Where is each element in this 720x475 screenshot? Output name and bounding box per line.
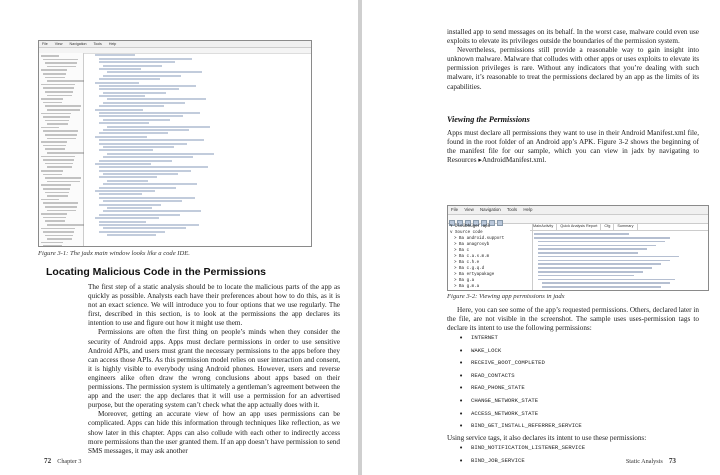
xml-line xyxy=(542,282,670,284)
tree-row xyxy=(47,181,80,183)
jadx-menubar xyxy=(39,41,311,48)
paragraph-3: Moreover, getting an accurate view of how an app uses permissions can be complicated. Apps can hide this information through techniques like reflection, as we show later in this chapter. Apps can also collude with each other to indirectly access more permissions than the user granted them. If an app doesn’t have permission to send SMS messages, it may ask another xyxy=(88,410,340,455)
permission-item: • CHANGE_NETWORK_STATE xyxy=(447,395,582,408)
tree-row xyxy=(43,217,66,219)
jadx-code-panel xyxy=(85,53,311,246)
tree-row xyxy=(41,55,59,57)
xml-line xyxy=(538,267,652,269)
tree-row xyxy=(43,116,70,118)
tree-row xyxy=(43,231,74,233)
viewing-permissions-text xyxy=(447,129,699,165)
tree-row xyxy=(45,105,81,107)
tree-row xyxy=(43,159,74,161)
tree-row xyxy=(45,91,73,93)
uses-paragraph: Here, you can see some of the app’s requested permissions. Others, declared later in the file, are not visible in the screenshot. The sample uses uses-permission tags to declare its intent to use the following permissions: xyxy=(447,306,699,333)
intro-paragraph-1: installed app to send messages on its behalf. In the worst case, malware could even use exploits to elevate its privileges outside the boundaries of the permission system. xyxy=(447,28,699,46)
tree-row xyxy=(45,62,77,64)
code-line xyxy=(99,61,175,63)
xml-line xyxy=(542,286,661,288)
tree-row xyxy=(41,98,63,100)
code-line xyxy=(95,163,151,165)
code-line xyxy=(103,119,170,121)
tree-row xyxy=(47,123,68,125)
tree-row xyxy=(41,69,67,71)
tree-row xyxy=(45,120,69,122)
xml-line xyxy=(542,290,652,291)
tree-item: > Ba c xyxy=(454,249,470,253)
code-line xyxy=(103,146,174,148)
code-line xyxy=(99,112,200,114)
xml-line xyxy=(538,256,679,258)
jadx-tree-panel xyxy=(448,223,533,290)
tree-row xyxy=(43,202,78,204)
tree-item: v Source code xyxy=(450,231,483,235)
xml-line xyxy=(538,260,670,262)
tree-row xyxy=(43,59,78,61)
tree-row xyxy=(41,213,67,215)
tree-row xyxy=(45,163,73,165)
code-line xyxy=(99,176,157,178)
tree-row xyxy=(45,77,65,79)
code-line xyxy=(103,200,182,202)
tree-row xyxy=(45,177,81,179)
permission-item: • READ_CONTACTS xyxy=(447,370,582,383)
tree-item: Y blooDhuger.apk xyxy=(450,225,491,229)
code-line xyxy=(99,132,168,134)
code-line xyxy=(103,129,189,131)
code-line xyxy=(95,109,143,111)
tree-row xyxy=(41,199,59,201)
jadx-menubar xyxy=(448,206,708,215)
tree-row xyxy=(47,238,72,240)
tree-row xyxy=(41,84,75,86)
code-line xyxy=(99,193,142,195)
tree-row xyxy=(41,170,63,172)
code-line xyxy=(103,102,185,104)
tab: Cfg xyxy=(601,223,614,230)
xml-line xyxy=(538,263,661,265)
tree-row xyxy=(47,80,84,82)
paragraph-1: The first step of a static analysis should be to locate the malicious parts of the app as quickly as possible. Analysts each have their preferences about how to do this, as it is not an exact science. We will introduce you to four options that we use regularly. The first, described in this section, is to look at the permissions the app declares its intention to use and figure out how it might use them. xyxy=(88,283,340,328)
page-number: 73 xyxy=(668,457,676,465)
left-page xyxy=(0,0,358,475)
permission-item: • BIND_GET_INSTALL_REFERRER_SERVICE xyxy=(447,420,582,433)
tree-item: > Ba ertyapakage xyxy=(454,273,495,277)
code-line xyxy=(95,217,159,219)
code-line xyxy=(103,183,197,185)
xml-line xyxy=(538,245,656,247)
code-line xyxy=(103,210,201,212)
tree-item: > Ba anagroxyb xyxy=(454,243,490,247)
code-line xyxy=(99,149,153,151)
tree-row xyxy=(43,87,74,89)
tree-row xyxy=(47,138,76,140)
code-line xyxy=(107,126,210,128)
code-line xyxy=(99,95,145,97)
code-line xyxy=(99,68,141,70)
menu-item: File xyxy=(451,207,459,212)
code-line xyxy=(95,54,135,56)
tree-item: > Ba g.a xyxy=(454,279,475,283)
xml-line xyxy=(534,233,629,235)
code-line xyxy=(99,143,187,145)
paragraph-2: Permissions are often the first thing on people’s minds when they consider the security of Android apps. Apps must declare permissions in order to use sensitive Android APIs, and users must grant the necessary permissions to the apps before they can access those APIs. As this permission model relies on user interaction and consent, it is highly visible to everybody using Android phones. However, users and reverse engineers alike often draw the wrong conclusions about apps based on their permissions. The permission system is ultimately a gentleman’s agreement between the app and the user: the app declares that it will use a permission for an advertised purpose, but the operating system can’t check what the app actually does with it. xyxy=(88,328,340,410)
tree-row xyxy=(43,174,62,176)
code-line xyxy=(99,160,172,162)
code-line xyxy=(103,227,186,229)
code-line xyxy=(99,197,195,199)
tree-row xyxy=(41,228,75,230)
tree-row xyxy=(45,192,69,194)
tree-row xyxy=(47,95,72,97)
chapter-label: Chapter 3 xyxy=(57,458,82,465)
tree-row xyxy=(43,102,62,104)
viewing-paragraph: Apps must declare all permissions they want to use in their Android Manifest.xml file, found in the root folder of an Android app’s APK. Figure 3-2 shows the beginning of the manifest file for our sample, which you can view in jadx by navigating to Resources ▸AndroidManifest.xml. xyxy=(447,129,699,165)
code-line xyxy=(103,65,162,67)
code-line xyxy=(103,173,178,175)
jadx-tabbar xyxy=(530,223,708,231)
permission-item: • ACCESS_NETWORK_STATE xyxy=(447,408,582,421)
code-line xyxy=(99,166,208,168)
menu-item: View xyxy=(464,207,474,212)
code-line xyxy=(107,234,156,236)
subheading: Viewing the Permissions xyxy=(447,115,530,124)
code-line xyxy=(99,85,196,87)
tree-row xyxy=(45,134,77,136)
tree-item: > Ba c.h.e xyxy=(454,261,480,265)
tab: Summary xyxy=(614,223,637,230)
code-line xyxy=(99,115,183,117)
code-line xyxy=(99,231,165,233)
permission-list xyxy=(447,332,582,433)
code-line xyxy=(95,136,147,138)
tree-row xyxy=(47,195,68,197)
code-line xyxy=(95,190,155,192)
code-line xyxy=(107,180,148,182)
tree-row xyxy=(41,127,59,129)
jadx-manifest-screenshot xyxy=(447,205,709,291)
left-footer xyxy=(38,457,81,465)
right-intro xyxy=(447,28,699,92)
tab: Quick Analysis Report xyxy=(557,223,601,230)
xml-line xyxy=(538,271,643,273)
manifest-xml-panel xyxy=(532,231,706,290)
code-line xyxy=(99,214,180,216)
menu-item: Navigation xyxy=(69,42,87,46)
tree-row xyxy=(41,156,75,158)
service-paragraph: Using service tags, it also declares its intent to use these permissions: xyxy=(447,434,647,442)
tree-row xyxy=(47,210,76,212)
xml-line xyxy=(538,252,638,254)
service-permission-item: • BIND_NOTIFICATION_LISTENER_SERVICE xyxy=(447,442,585,455)
left-body xyxy=(88,283,340,456)
uses-permission-text xyxy=(447,306,699,333)
menu-item: Tools xyxy=(93,42,102,46)
tree-row xyxy=(45,206,77,208)
xml-line xyxy=(534,237,670,239)
tree-row xyxy=(43,188,70,190)
tree-row xyxy=(43,73,66,75)
code-line xyxy=(99,78,160,80)
code-line xyxy=(95,82,139,84)
code-line xyxy=(99,204,161,206)
code-line xyxy=(99,170,191,172)
code-line xyxy=(99,187,176,189)
tree-item: > Ba c.a.s.m.m xyxy=(454,255,490,259)
service-permission-list xyxy=(447,442,585,467)
tree-item: > Ba c.g.q.d xyxy=(454,267,485,271)
code-line xyxy=(99,224,199,226)
jadx-tree-panel xyxy=(39,53,84,246)
permission-item: • RECEIVE_BOOT_COMPLETED xyxy=(447,357,582,370)
code-line xyxy=(99,122,149,124)
code-line xyxy=(99,58,192,60)
section-heading: Locating Malicious Code in the Permissions xyxy=(46,266,266,278)
right-page xyxy=(362,0,720,475)
tree-row xyxy=(45,235,73,237)
tree-row xyxy=(47,66,76,68)
chapter-label: Static Analysis xyxy=(625,458,663,465)
tree-item: > Ba g.m.a xyxy=(454,285,480,289)
tree-item: > Ba android.support xyxy=(454,237,505,241)
code-line xyxy=(99,105,164,107)
jadx-main-window-screenshot xyxy=(38,40,312,247)
code-line xyxy=(103,75,181,77)
menu-item: Tools xyxy=(506,207,518,212)
code-line xyxy=(107,153,214,155)
tree-row xyxy=(47,166,72,168)
xml-line xyxy=(538,275,634,277)
code-line xyxy=(99,221,146,223)
tree-row xyxy=(47,109,80,111)
tab: MainActivity xyxy=(530,223,557,230)
permission-item: • INTERNET xyxy=(447,332,582,345)
right-footer xyxy=(626,457,682,465)
figure-3-1-caption: Figure 3-1: The jadx main window looks like a code IDE. xyxy=(38,250,190,257)
tree-row xyxy=(47,152,84,154)
code-line xyxy=(103,92,166,94)
figure-3-2-caption: Figure 3-2: Viewing app permissions in jadx xyxy=(447,293,565,300)
code-line xyxy=(99,139,204,141)
permission-item: • WAKE_LOCK xyxy=(447,345,582,358)
menu-item: View xyxy=(54,42,63,46)
code-line xyxy=(107,71,202,73)
tree-row xyxy=(41,113,71,115)
tree-row xyxy=(41,141,67,143)
code-line xyxy=(99,88,179,90)
tree-row xyxy=(45,220,65,222)
xml-line xyxy=(538,241,665,243)
menu-item: Help xyxy=(108,42,117,46)
intro-paragraph-2: Nevertheless, permissions still provide a reasonable way to gain insight into unknown malware. Malware that colludes with other apps or uses exploits to elevate its permission privileges is rare. Without any indicators that you’re dealing with such malware, it’s reasonable to treat the permissions declared by an app as the limits of its capabilities. xyxy=(447,46,699,91)
service-permission-item: • BIND_JOB_SERVICE xyxy=(447,455,585,468)
menu-item: Navigation xyxy=(479,207,501,212)
tree-row xyxy=(41,242,63,244)
menu-item: File xyxy=(42,42,48,46)
tree-row xyxy=(41,184,71,186)
code-line xyxy=(107,98,206,100)
tree-row xyxy=(43,130,78,132)
permission-item: • READ_PHONE_STATE xyxy=(447,382,582,395)
page-number: 72 xyxy=(44,457,52,465)
xml-line xyxy=(538,248,647,250)
tree-row xyxy=(43,245,62,247)
tree-row xyxy=(47,224,84,226)
menu-item: Help xyxy=(523,207,533,212)
xml-line xyxy=(538,279,675,281)
tree-row xyxy=(45,148,65,150)
code-line xyxy=(107,207,152,209)
code-line xyxy=(103,156,193,158)
tree-row xyxy=(43,145,66,147)
